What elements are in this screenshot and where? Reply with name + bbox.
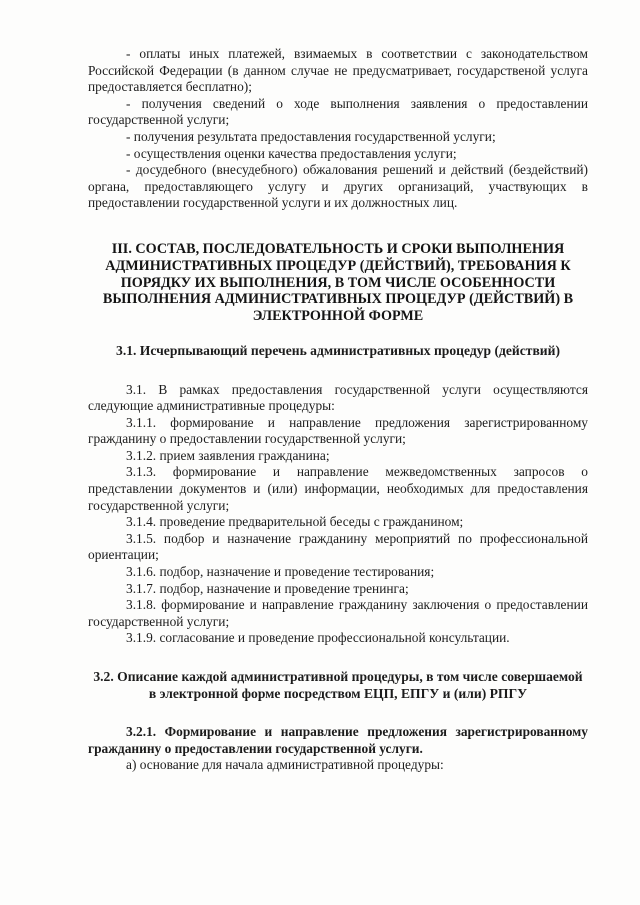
procedures-list bbox=[88, 382, 588, 648]
list-item: - досудебного (внесудебного) обжалования решений и действий (бездействий) органа, предоставляющего услугу и других организаций, участвующих в предоставлении государственной услуги и их должностных лиц. bbox=[88, 162, 588, 211]
list-item: - оплаты иных платежей, взимаемых в соответствии с законодательством Российской Федерации (в данном случае не предусматривает, государственой услуга предоставляется бесплатно); bbox=[88, 46, 588, 95]
list-item: - получения результата предоставления государственной услуги; bbox=[126, 128, 496, 144]
procedure-item: 3.1.2. прием заявления гражданина; bbox=[126, 447, 330, 463]
item-3-2-1: 3.2.1. Формирование и направление предложения зарегистрированному гражданину о предоставлении государственной услуги. bbox=[88, 724, 588, 756]
subsection-3-2-heading: 3.2. Описание каждой административной процедуры, в том числе совершаемой в электронной форме посредством ЕЦП, ЕПГУ и (или) РПГУ bbox=[93, 669, 583, 701]
procedure-item: 3.1.6. подбор, назначение и проведение тестирования; bbox=[126, 564, 435, 580]
list-item: - получения сведений о ходе выполнения заявления о предоставлении государственной услуги; bbox=[88, 95, 588, 128]
procedure-item: 3.1. В рамках предоставления государственной услуги осуществляются следующие административные процедуры: bbox=[88, 381, 588, 414]
item-a-basis: а) основание для начала административной процедуры: bbox=[126, 757, 444, 773]
service-options-list bbox=[88, 46, 588, 212]
procedure-item: 3.1.7. подбор, назначение и проведение тренинга; bbox=[126, 580, 409, 596]
procedure-item: 3.1.9. согласование и проведение профессиональной консультации. bbox=[126, 630, 510, 646]
procedure-item: 3.1.5. подбор и назначение гражданину мероприятий по профессиональной ориентации; bbox=[88, 530, 588, 563]
procedure-item: 3.1.8. формирование и направление гражданину заключения о предоставлении государственной услуги; bbox=[88, 597, 588, 629]
subsection-3-1-heading: 3.1. Исчерпывающий перечень административных процедур (действий) bbox=[116, 342, 560, 358]
procedure-item: 3.1.1. формирование и направление предложения зарегистрированному гражданину о предоставлении государственной услуги; bbox=[88, 414, 588, 447]
procedure-item: 3.1.3. формирование и направление межведомственных запросов о представлении документов и (или) информации, необходимых для предоставления государственной услуги; bbox=[88, 464, 588, 513]
list-item: - осуществления оценки качества предоставления услуги; bbox=[126, 145, 457, 161]
section-3-heading: III. СОСТАВ, ПОСЛЕДОВАТЕЛЬНОСТЬ И СРОКИ ВЫПОЛНЕНИЯ АДМИНИСТРАТИВНЫХ ПРОЦЕДУР (ДЕЙСТВИЙ), ТРЕБОВАНИЯ К ПОРЯДКУ ИХ ВЫПОЛНЕНИЯ, В ТОМ ЧИСЛЕ ОСОБЕННОСТИ ВЫПОЛНЕНИЯ АДМИНИСТРАТИВНЫХ ПРОЦЕДУР (ДЕЙСТВИЙ) В ЭЛЕКТРОННОЙ ФОРМЕ bbox=[102, 240, 574, 325]
procedure-item: 3.1.4. проведение предварительной беседы с гражданином; bbox=[126, 514, 464, 530]
page-content bbox=[88, 46, 588, 774]
